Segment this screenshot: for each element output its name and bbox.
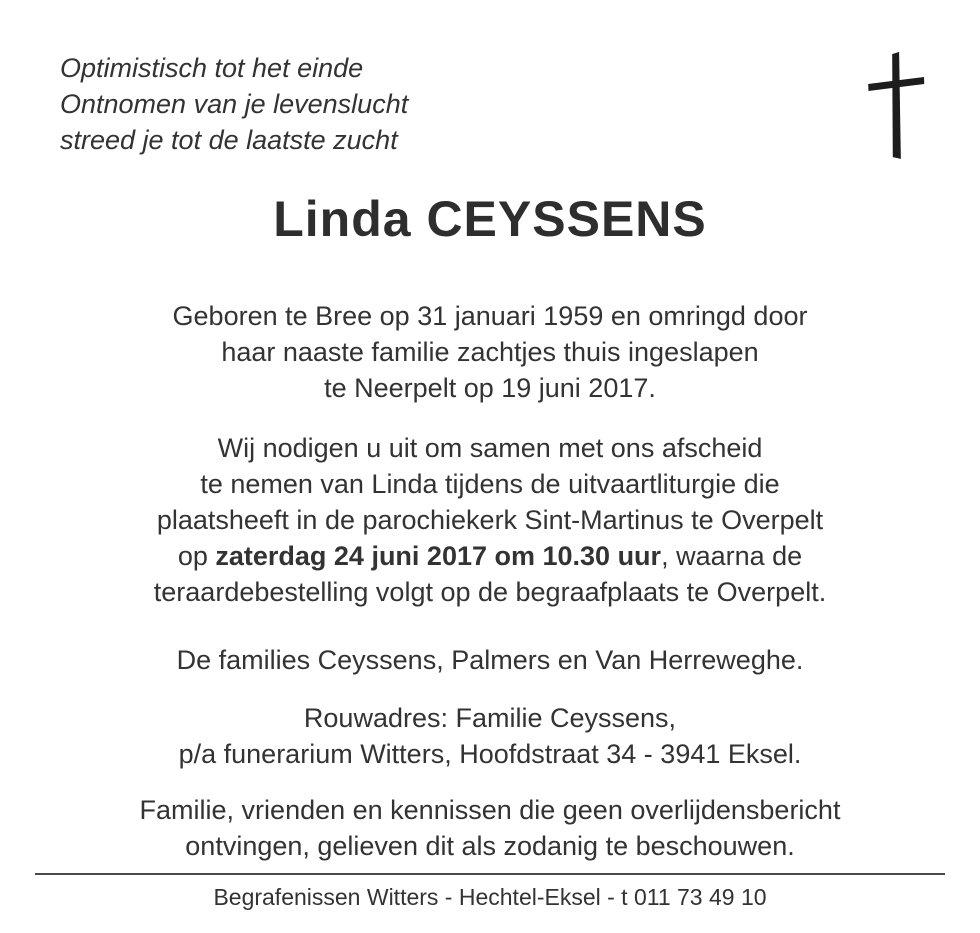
text-line: te Neerpelt op 19 juni 2017. — [324, 373, 656, 403]
families-paragraph — [0, 642, 980, 678]
text-line: Wij nodigen u uit om samen met ons afscheid — [217, 433, 763, 463]
birth-death-paragraph — [0, 298, 980, 406]
notice-paragraph — [0, 792, 980, 864]
date-suffix: , waarna de — [661, 541, 803, 571]
announcement-body — [0, 190, 980, 864]
text-line: ontvingen, gelieven dit als zodanig te beschouwen. — [185, 831, 795, 861]
date-prefix: op — [177, 541, 216, 571]
text-line: plaatsheeft in de parochiekerk Sint-Martinus te Overpelt — [156, 505, 824, 535]
poem-line: Ontnomen van je levenslucht — [60, 89, 409, 119]
text-line: teraardebestelling volgt op de begraafplaats te Overpelt. — [153, 577, 827, 607]
deceased-name: Linda CEYSSENS — [273, 191, 707, 247]
text-line: Geboren te Bree op 31 januari 1959 en omringd door — [172, 301, 808, 331]
cross-icon — [866, 52, 928, 160]
text-line: Familie, vrienden en kennissen die geen overlijdensbericht — [139, 795, 841, 825]
memorial-poem — [60, 50, 408, 158]
families-line: De families Ceyssens, Palmers en Van Herreweghe. — [176, 645, 804, 675]
funeral-home-footer: Begrafenissen Witters - Hechtel-Eksel - t 011 73 49 10 — [213, 884, 767, 910]
poem-line: streed je tot de laatste zucht — [60, 125, 398, 155]
text-line: te nemen van Linda tijdens de uitvaartliturgie die — [200, 469, 780, 499]
text-line: Rouwadres: Familie Ceyssens, — [303, 703, 677, 733]
ceremony-datetime: zaterdag 24 juni 2017 om 10.30 uur — [215, 541, 662, 571]
ceremony-date-line — [0, 538, 980, 574]
mourning-address-paragraph — [0, 700, 980, 772]
text-line: p/a funerarium Witters, Hoofdstraat 34 - 3941 Eksel. — [178, 739, 802, 769]
funeral-invitation-paragraph — [0, 430, 980, 610]
footer-divider — [35, 873, 945, 875]
text-line: haar naaste familie zachtjes thuis ingeslapen — [221, 337, 759, 367]
poem-line: Optimistisch tot het einde — [60, 53, 364, 83]
